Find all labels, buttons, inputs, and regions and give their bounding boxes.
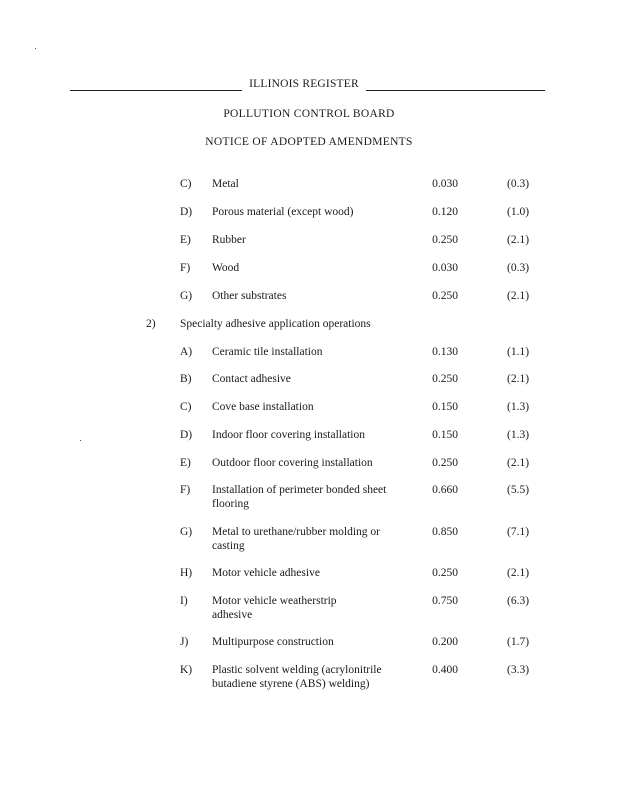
row-value-gl: (1.1) [507, 346, 530, 358]
row-value: 0.150 [432, 429, 458, 441]
row-value-gl: (2.1) [507, 290, 530, 302]
row-value: 0.850 [432, 526, 458, 538]
row-value-gl: (2.1) [507, 234, 530, 246]
row-label: B) [180, 373, 192, 385]
register-title: ILLINOIS REGISTER [249, 78, 359, 90]
row-description: Motor vehicle weatherstrip adhesive [212, 595, 337, 621]
row-label: E) [180, 457, 191, 469]
row-value-gl: (5.5) [507, 484, 530, 496]
row-value: 0.250 [432, 234, 458, 246]
row-description: Motor vehicle adhesive [212, 567, 320, 579]
row-label: D) [180, 206, 193, 218]
row-value: 0.250 [432, 290, 458, 302]
row-value-gl: (2.1) [507, 373, 530, 385]
row-description: Other substrates [212, 290, 287, 302]
row-value: 0.030 [432, 178, 458, 190]
row-label: A) [180, 346, 193, 358]
notice-title: NOTICE OF ADOPTED AMENDMENTS [205, 136, 413, 148]
row-description: Plastic solvent welding (acrylonitrile butadiene styrene (ABS) welding) [212, 664, 382, 690]
row-description: Metal [212, 178, 239, 190]
row-label: F) [180, 484, 191, 496]
row-description: Cove base installation [212, 401, 314, 413]
row-value-gl: (6.3) [507, 595, 530, 607]
row-label: G) [180, 526, 193, 538]
row-description: Metal to urethane/rubber molding or casting [212, 526, 380, 552]
row-description: Rubber [212, 234, 246, 246]
row-description: Contact adhesive [212, 373, 291, 385]
row-label: E) [180, 234, 191, 246]
row-value: 0.750 [432, 595, 458, 607]
header-rule-left [70, 90, 242, 91]
row-description: Ceramic tile installation [212, 346, 323, 358]
row-value: 0.120 [432, 206, 458, 218]
row-description: Indoor floor covering installation [212, 429, 365, 441]
agency-title: POLLUTION CONTROL BOARD [223, 108, 395, 120]
row-value-gl: (0.3) [507, 262, 530, 274]
row-label: C) [180, 178, 192, 190]
scan-speck [35, 48, 36, 49]
row-value-gl: (1.0) [507, 206, 530, 218]
row-description: Porous material (except wood) [212, 206, 354, 218]
row-value-gl: (1.7) [507, 636, 530, 648]
row-value: 0.200 [432, 636, 458, 648]
row-label: J) [180, 636, 189, 648]
row-label: F) [180, 262, 191, 274]
row-value: 0.400 [432, 664, 458, 676]
header-rule-right [366, 90, 545, 91]
row-label: K) [180, 664, 193, 676]
row-description: Wood [212, 262, 240, 274]
row-description: Multipurpose construction [212, 636, 334, 648]
row-value-gl: (0.3) [507, 178, 530, 190]
row-value: 0.250 [432, 457, 458, 469]
row-value-gl: (1.3) [507, 429, 530, 441]
row-description: Installation of perimeter bonded sheet flooring [212, 484, 387, 510]
row-label: G) [180, 290, 193, 302]
row-value: 0.030 [432, 262, 458, 274]
row-label: D) [180, 429, 193, 441]
row-value: 0.150 [432, 401, 458, 413]
row-value: 0.250 [432, 567, 458, 579]
row-label: C) [180, 401, 192, 413]
section-title: Specialty adhesive application operations [180, 318, 371, 330]
row-value: 0.660 [432, 484, 458, 496]
row-label: I) [180, 595, 188, 607]
scan-speck [80, 440, 81, 441]
row-value-gl: (7.1) [507, 526, 530, 538]
section-label: 2) [146, 318, 156, 330]
row-value: 0.130 [432, 346, 458, 358]
row-value-gl: (2.1) [507, 457, 530, 469]
row-label: H) [180, 567, 193, 579]
row-value: 0.250 [432, 373, 458, 385]
row-description: Outdoor floor covering installation [212, 457, 373, 469]
row-value-gl: (1.3) [507, 401, 530, 413]
row-value-gl: (2.1) [507, 567, 530, 579]
row-value-gl: (3.3) [507, 664, 530, 676]
